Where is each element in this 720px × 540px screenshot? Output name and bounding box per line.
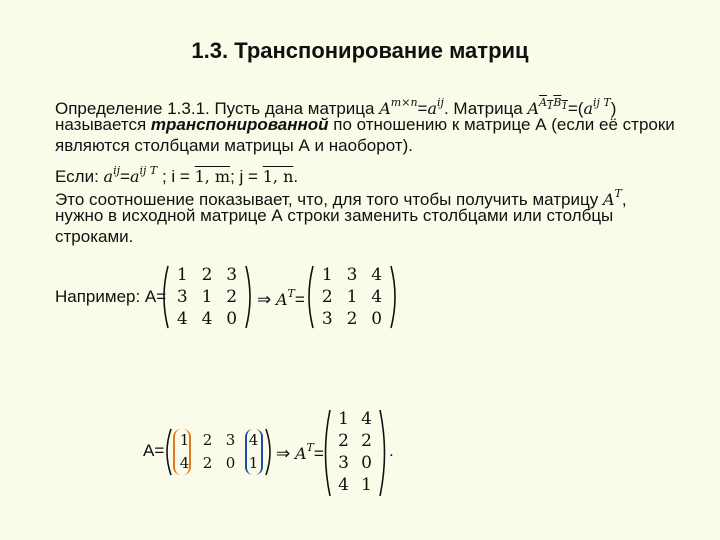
definition-text: , — [621, 190, 627, 209]
math-eq: = — [294, 290, 305, 309]
left-paren — [322, 408, 332, 498]
matrix-cell: 4 — [338, 475, 349, 495]
matrix-cell: 2 — [321, 287, 333, 307]
math-sup-B: B — [553, 96, 562, 109]
math-a: a — [129, 167, 140, 186]
matrix-cell: 2 — [338, 431, 349, 451]
left-paren — [160, 264, 170, 330]
matrix-cell: 1 — [346, 287, 358, 307]
matrix-cell: 1 — [201, 287, 213, 307]
matrix-cell: 1 — [248, 454, 259, 472]
matrix-cell: 4 — [201, 309, 213, 329]
matrix-cell: 1 — [179, 431, 190, 449]
math-dims: m×n — [390, 96, 418, 109]
math-a: a — [427, 99, 438, 118]
math-eq: = — [417, 99, 428, 118]
definition-line-6: нужно в исходной матрице А строки заменить столбцами или столбцы — [55, 206, 614, 225]
math-sup-A: A — [539, 96, 547, 109]
definition-term: транспонированной — [150, 115, 329, 134]
math-T: T — [614, 187, 622, 200]
definition-text: . Матрица — [443, 99, 528, 118]
implies-arrow: ⇒ — [276, 444, 291, 463]
definition-text: Это соотношение показывает, что, для того чтобы получить матрицу — [55, 190, 603, 209]
matrix-cells — [170, 264, 244, 330]
definition-text: Определение 1.3.1. Пусть дана матрица — [55, 99, 380, 118]
example2-matrix-a — [163, 427, 273, 477]
matrix-cell: 1 — [338, 409, 349, 429]
math-A: A — [602, 190, 615, 209]
matrix-cell: 4 — [371, 287, 383, 307]
math-eq: = — [313, 444, 324, 463]
math-A: A — [379, 99, 391, 118]
definition-text: ; i = — [157, 167, 195, 186]
matrix-cell: 2 — [201, 265, 213, 285]
math-paren: ) — [610, 99, 617, 118]
matrix-cell: 4 — [361, 409, 372, 429]
implies-arrow: ⇒ — [257, 290, 272, 309]
matrix-cell: 2 — [202, 454, 213, 472]
right-paren — [244, 264, 254, 330]
matrix-cell: 1 — [321, 265, 333, 285]
example1-rhs — [257, 287, 305, 310]
math-ij: ij — [437, 96, 444, 109]
math-A: A — [527, 99, 540, 118]
matrix-cell: 1 — [176, 265, 188, 285]
matrix-cell: 2 — [202, 431, 213, 449]
math-T: T — [287, 287, 295, 300]
math-A1B1 — [539, 96, 568, 112]
matrix-cell: 4 — [248, 431, 259, 449]
definition-text: . — [293, 167, 299, 186]
matrix-cell: 0 — [361, 453, 372, 473]
matrix-cells — [315, 264, 389, 330]
definition-text: Если: — [55, 167, 104, 186]
left-paren — [305, 264, 315, 330]
matrix-cell: 3 — [226, 265, 238, 285]
matrix-cells — [332, 408, 378, 496]
math-range-n: 1, n — [262, 167, 294, 186]
right-paren — [389, 264, 399, 330]
math-ijT: ij T — [592, 96, 611, 109]
example2-rhs — [276, 441, 324, 464]
example1-matrix-b — [305, 264, 397, 330]
matrix-cell: 3 — [338, 453, 349, 473]
right-paren — [264, 427, 274, 477]
matrix-cell: 2 — [361, 431, 372, 451]
math-T: T — [306, 441, 314, 454]
math-range-m: 1, m — [194, 167, 231, 186]
definition-line-2 — [55, 114, 675, 135]
matrix-cell: 1 — [361, 475, 372, 495]
math-ij: ij — [113, 164, 120, 177]
matrix-cell: 0 — [225, 454, 236, 472]
example1-label: Например: А= — [55, 287, 167, 306]
definition-text: по отношению к матрице А (если её строки — [328, 115, 675, 134]
math-eq: =( — [567, 99, 584, 118]
math-eq: = — [120, 167, 130, 186]
math-A: A — [294, 444, 307, 463]
matrix-cell: 3 — [346, 265, 358, 285]
right-paren — [378, 408, 388, 498]
matrix-cell: 2 — [226, 287, 238, 307]
math-sub: 1 — [547, 101, 554, 112]
matrix-cells — [173, 429, 265, 475]
matrix-cell: 4 — [179, 454, 190, 472]
example1-matrix-a — [160, 264, 252, 330]
example2-label: А= — [143, 441, 165, 460]
matrix-cell: 3 — [321, 309, 333, 329]
math-A: A — [275, 290, 288, 309]
matrix-cell: 3 — [225, 431, 236, 449]
math-ijT: ij T — [139, 164, 158, 177]
left-paren — [163, 427, 173, 477]
math-a: a — [583, 99, 593, 118]
definition-text: ; j = — [230, 167, 263, 186]
matrix-cell: 0 — [371, 309, 383, 329]
matrix-cell: 2 — [346, 309, 358, 329]
definition-line-3: являются столбцами матрицы А и наоборот). — [55, 136, 413, 155]
matrix-cell: 4 — [176, 309, 188, 329]
example2-end: . — [389, 441, 394, 460]
page-title: 1.3. Транспонирование матриц — [191, 38, 529, 63]
math-sub: 1 — [561, 101, 568, 112]
example2-matrix-b — [322, 408, 388, 498]
matrix-cell: 3 — [176, 287, 188, 307]
definition-text: называется — [55, 115, 151, 134]
matrix-cell: 0 — [226, 309, 238, 329]
definition-line-7: строками. — [55, 227, 134, 246]
math-a: a — [103, 167, 114, 186]
matrix-cell: 4 — [371, 265, 383, 285]
